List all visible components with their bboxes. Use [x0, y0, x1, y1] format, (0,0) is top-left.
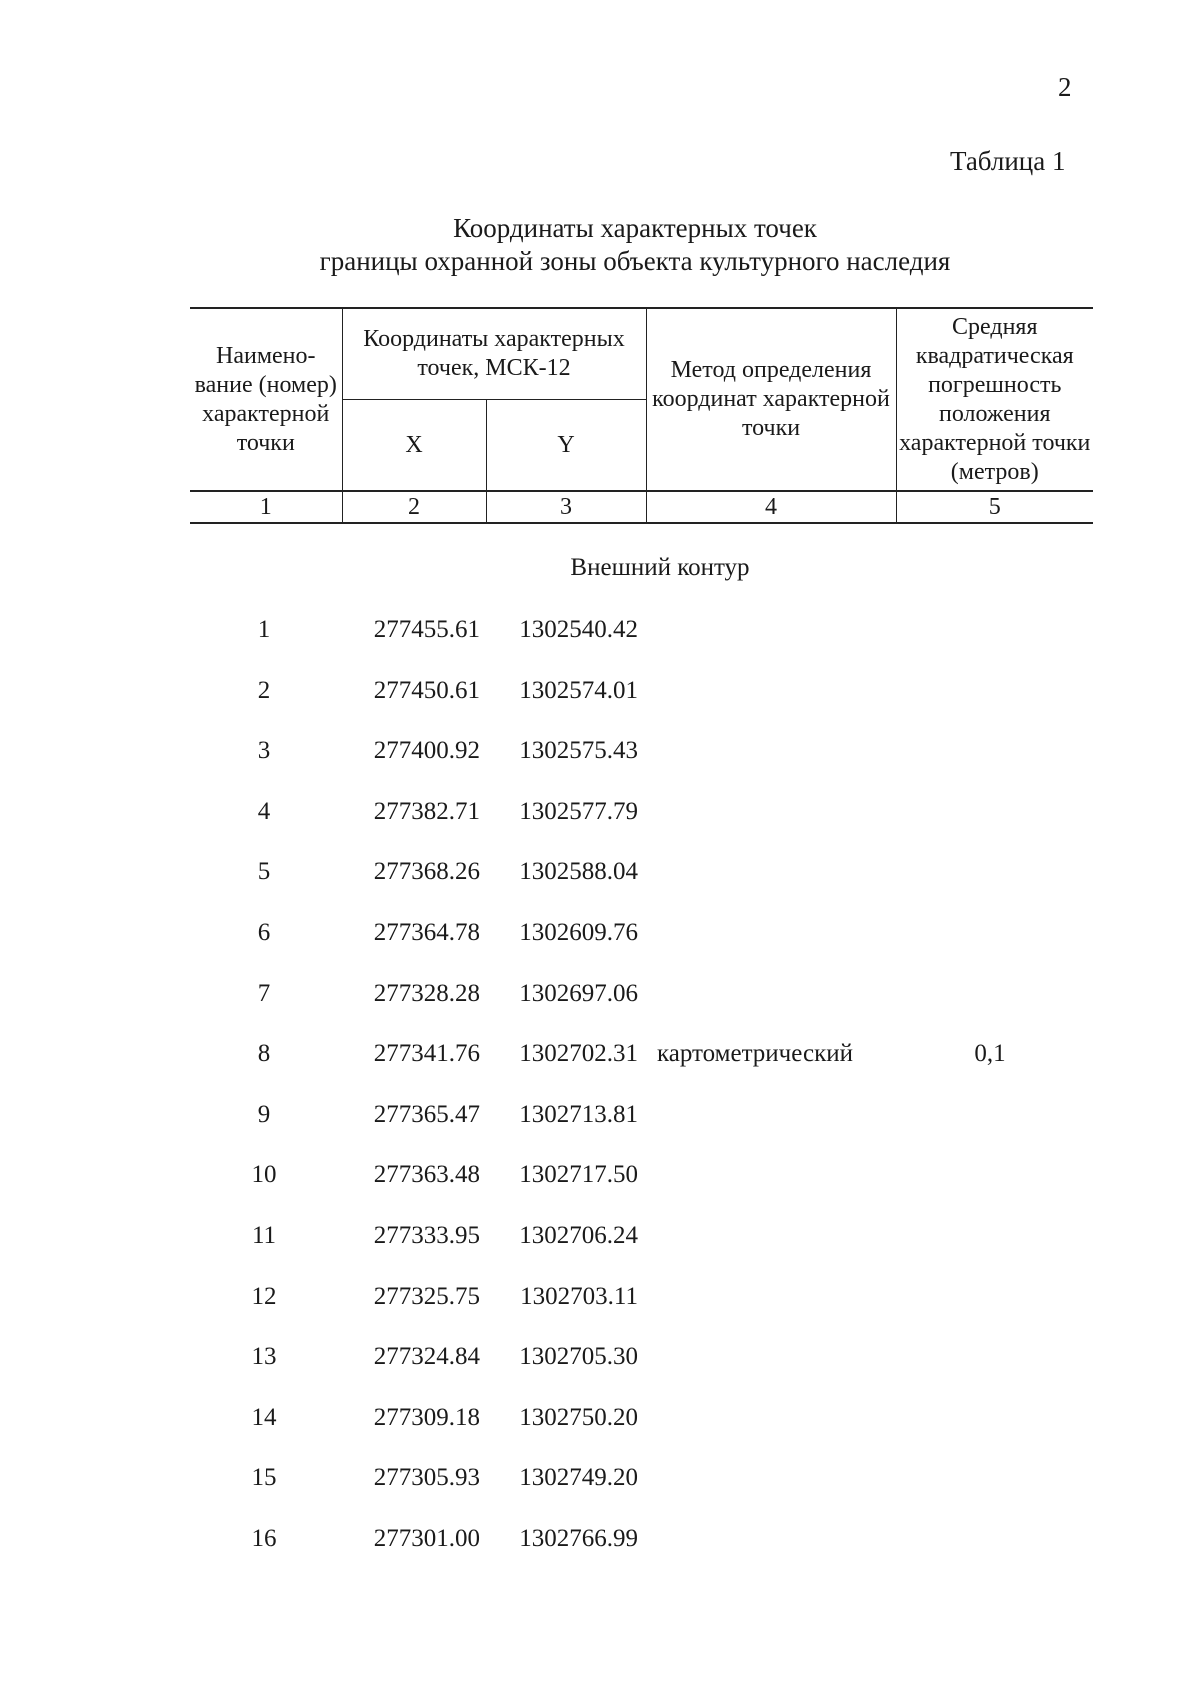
point-number: 14: [251, 1403, 277, 1431]
x-coordinate: 277364.78: [373, 918, 480, 946]
x-coordinate: 277324.84: [373, 1343, 480, 1371]
page-number: 2: [1058, 72, 1072, 102]
header-x: X: [342, 400, 486, 492]
y-coordinate: 1302717.50: [519, 1161, 638, 1189]
y-coordinate: 1302706.24: [519, 1221, 638, 1249]
x-coordinate: 277368.26: [373, 858, 480, 886]
coordinates-table-header: [190, 307, 1093, 524]
table-row: [0, 980, 1200, 1041]
table-row: [0, 858, 1200, 919]
header-col-number: 1: [190, 491, 342, 523]
x-coordinate: 277365.47: [373, 1100, 480, 1128]
x-coordinate: 277455.61: [373, 616, 480, 643]
coordinates-list: [0, 616, 1200, 1586]
header-col-number: 3: [486, 491, 646, 523]
table-row: [0, 1525, 1200, 1586]
header-col-number: 2: [342, 491, 486, 523]
point-number: 1: [257, 616, 271, 643]
point-number: 8: [257, 1040, 271, 1068]
table-row: [0, 798, 1200, 859]
header-col-number: 5: [896, 491, 1093, 523]
point-number: 16: [251, 1524, 277, 1552]
header-y: Y: [486, 400, 646, 492]
point-number: 10: [251, 1161, 277, 1189]
point-number: 11: [251, 1221, 277, 1249]
header-error: Средняя квадратическая погрешность положения характерной точки (метров): [896, 308, 1093, 491]
header-col-number: 4: [646, 491, 896, 523]
point-number: 4: [257, 797, 271, 825]
table-row: [0, 1283, 1200, 1344]
point-number: 2: [257, 676, 271, 704]
table-row: [0, 919, 1200, 980]
error-value: 0,1: [974, 1040, 1006, 1068]
section-title: Внешний контур: [570, 554, 750, 581]
table-row: [0, 1161, 1200, 1222]
x-coordinate: 277400.92: [373, 737, 480, 765]
x-coordinate: 277382.71: [373, 797, 480, 825]
x-coordinate: 277341.76: [373, 1040, 480, 1068]
x-coordinate: 277301.00: [373, 1524, 480, 1552]
x-coordinate: 277325.75: [373, 1282, 480, 1310]
header-point-name: Наимено-вание (номер) характерной точки: [190, 308, 342, 491]
y-coordinate: 1302697.06: [519, 979, 638, 1007]
x-coordinate: 277450.61: [373, 676, 480, 704]
point-number: 13: [251, 1343, 277, 1371]
point-number: 6: [257, 918, 271, 946]
y-coordinate: 1302713.81: [519, 1100, 638, 1128]
method: картометрический: [657, 1040, 853, 1068]
x-coordinate: 277305.93: [373, 1464, 480, 1492]
x-coordinate: 277333.95: [373, 1221, 480, 1249]
point-number: 3: [257, 737, 271, 765]
y-coordinate: 1302702.31: [519, 1040, 638, 1068]
point-number: 9: [257, 1100, 271, 1128]
table-row: [0, 1404, 1200, 1465]
y-coordinate: 1302766.99: [519, 1524, 638, 1552]
y-coordinate: 1302540.42: [519, 616, 638, 643]
x-coordinate: 277363.48: [373, 1161, 480, 1189]
title-line-1: Координаты характерных точек: [453, 213, 817, 243]
table-row: [0, 1101, 1200, 1162]
table-row: [0, 1343, 1200, 1404]
header-method: Метод определения координат характерной точки: [646, 308, 896, 491]
document-title: [190, 212, 1080, 278]
point-number: 15: [251, 1464, 277, 1492]
y-coordinate: 1302749.20: [519, 1464, 638, 1492]
table-row: [0, 1040, 1200, 1101]
y-coordinate: 1302609.76: [519, 918, 638, 946]
y-coordinate: 1302588.04: [519, 858, 638, 886]
header-coordinates: Координаты характерных точек, МСК-12: [342, 308, 646, 400]
table-row: [0, 737, 1200, 798]
x-coordinate: 277309.18: [373, 1403, 480, 1431]
point-number: 12: [251, 1282, 277, 1310]
y-coordinate: 1302577.79: [519, 797, 638, 825]
table-row: [0, 616, 1200, 677]
x-coordinate: 277328.28: [373, 979, 480, 1007]
y-coordinate: 1302575.43: [519, 737, 638, 765]
table-row: [0, 677, 1200, 738]
table-row: [0, 1222, 1200, 1283]
table-row: [0, 1464, 1200, 1525]
y-coordinate: 1302574.01: [519, 676, 638, 704]
y-coordinate: 1302750.20: [519, 1403, 638, 1431]
y-coordinate: 1302705.30: [519, 1343, 638, 1371]
point-number: 5: [257, 858, 271, 886]
table-label: Таблица 1: [950, 146, 1066, 176]
title-line-2: границы охранной зоны объекта культурного наследия: [319, 246, 951, 276]
y-coordinate: 1302703.11: [520, 1282, 638, 1310]
point-number: 7: [257, 979, 271, 1007]
